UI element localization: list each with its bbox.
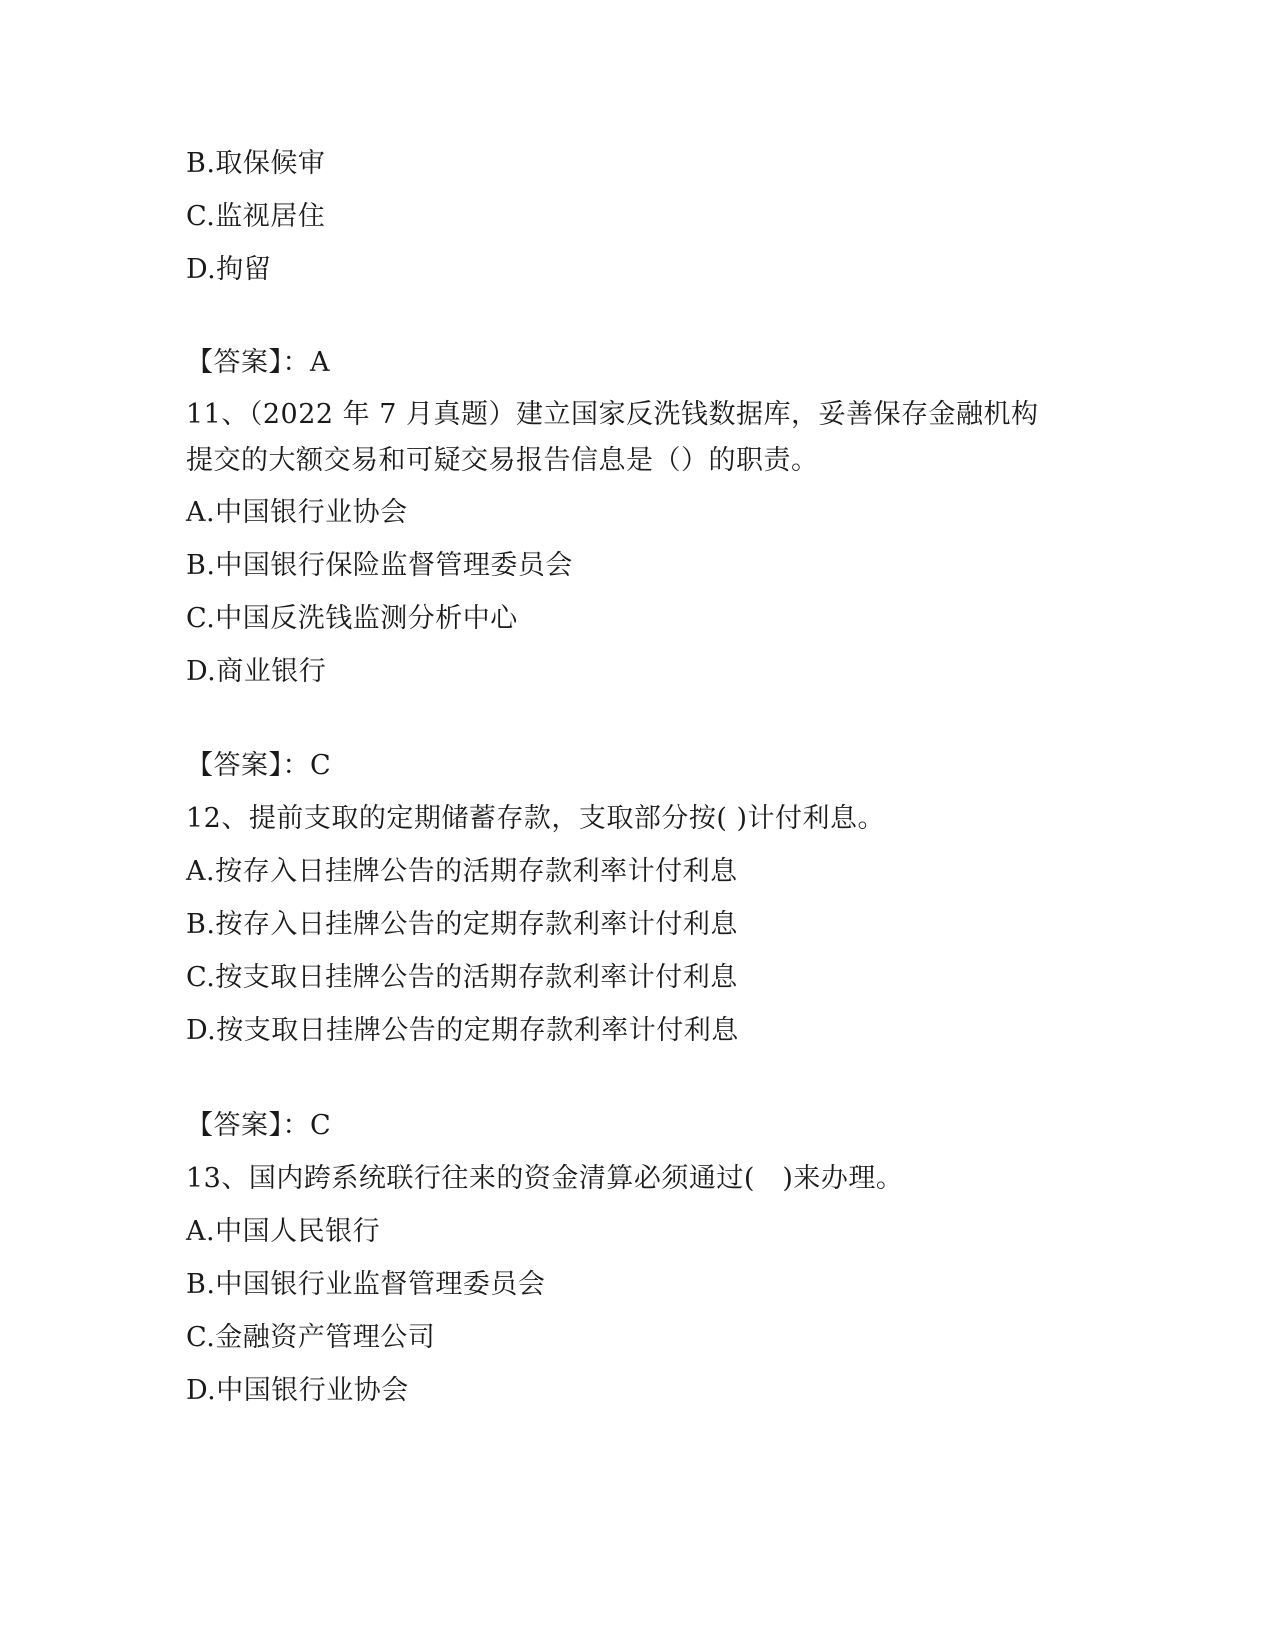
q13-option-d: D.中国银行业协会 xyxy=(186,1375,409,1406)
q13-stem: 13、国内跨系统联行往来的资金清算必须通过( )来办理。 xyxy=(186,1163,904,1194)
q10-option-c: C.监视居住 xyxy=(186,201,326,232)
q10-answer: 【答案】：A xyxy=(186,347,330,378)
q12-option-c: C.按支取日挂牌公告的活期存款利率计付利息 xyxy=(186,962,738,993)
q11-option-b: B.中国银行保险监督管理委员会 xyxy=(186,550,573,581)
q11-option-d: D.商业银行 xyxy=(186,656,327,687)
q13-option-a: A.中国人民银行 xyxy=(186,1216,381,1247)
q10-option-b: B.取保候审 xyxy=(186,148,326,179)
q13-option-c: C.金融资产管理公司 xyxy=(186,1322,436,1353)
q10-option-d: D.拘留 xyxy=(186,254,272,285)
q12-answer: 【答案】：C xyxy=(186,1110,332,1141)
q12-option-d: D.按支取日挂牌公告的定期存款利率计付利息 xyxy=(186,1015,739,1046)
q11-option-c: C.中国反洗钱监测分析中心 xyxy=(186,603,518,634)
q13-option-b: B.中国银行业监督管理委员会 xyxy=(186,1269,546,1300)
q11-stem-line1: 11、（2022 年 7 月真题）建立国家反洗钱数据库，妥善保存金融机构 xyxy=(186,399,1039,430)
q12-option-a: A.按存入日挂牌公告的活期存款利率计付利息 xyxy=(186,856,738,887)
q12-stem: 12、提前支取的定期储蓄存款，支取部分按( )计付利息。 xyxy=(186,803,886,834)
q11-option-a: A.中国银行业协会 xyxy=(186,497,408,528)
q11-answer: 【答案】：C xyxy=(186,750,332,781)
q11-stem-line2: 提交的大额交易和可疑交易报告信息是（）的职责。 xyxy=(186,445,819,476)
q12-option-b: B.按存入日挂牌公告的定期存款利率计付利息 xyxy=(186,909,738,940)
